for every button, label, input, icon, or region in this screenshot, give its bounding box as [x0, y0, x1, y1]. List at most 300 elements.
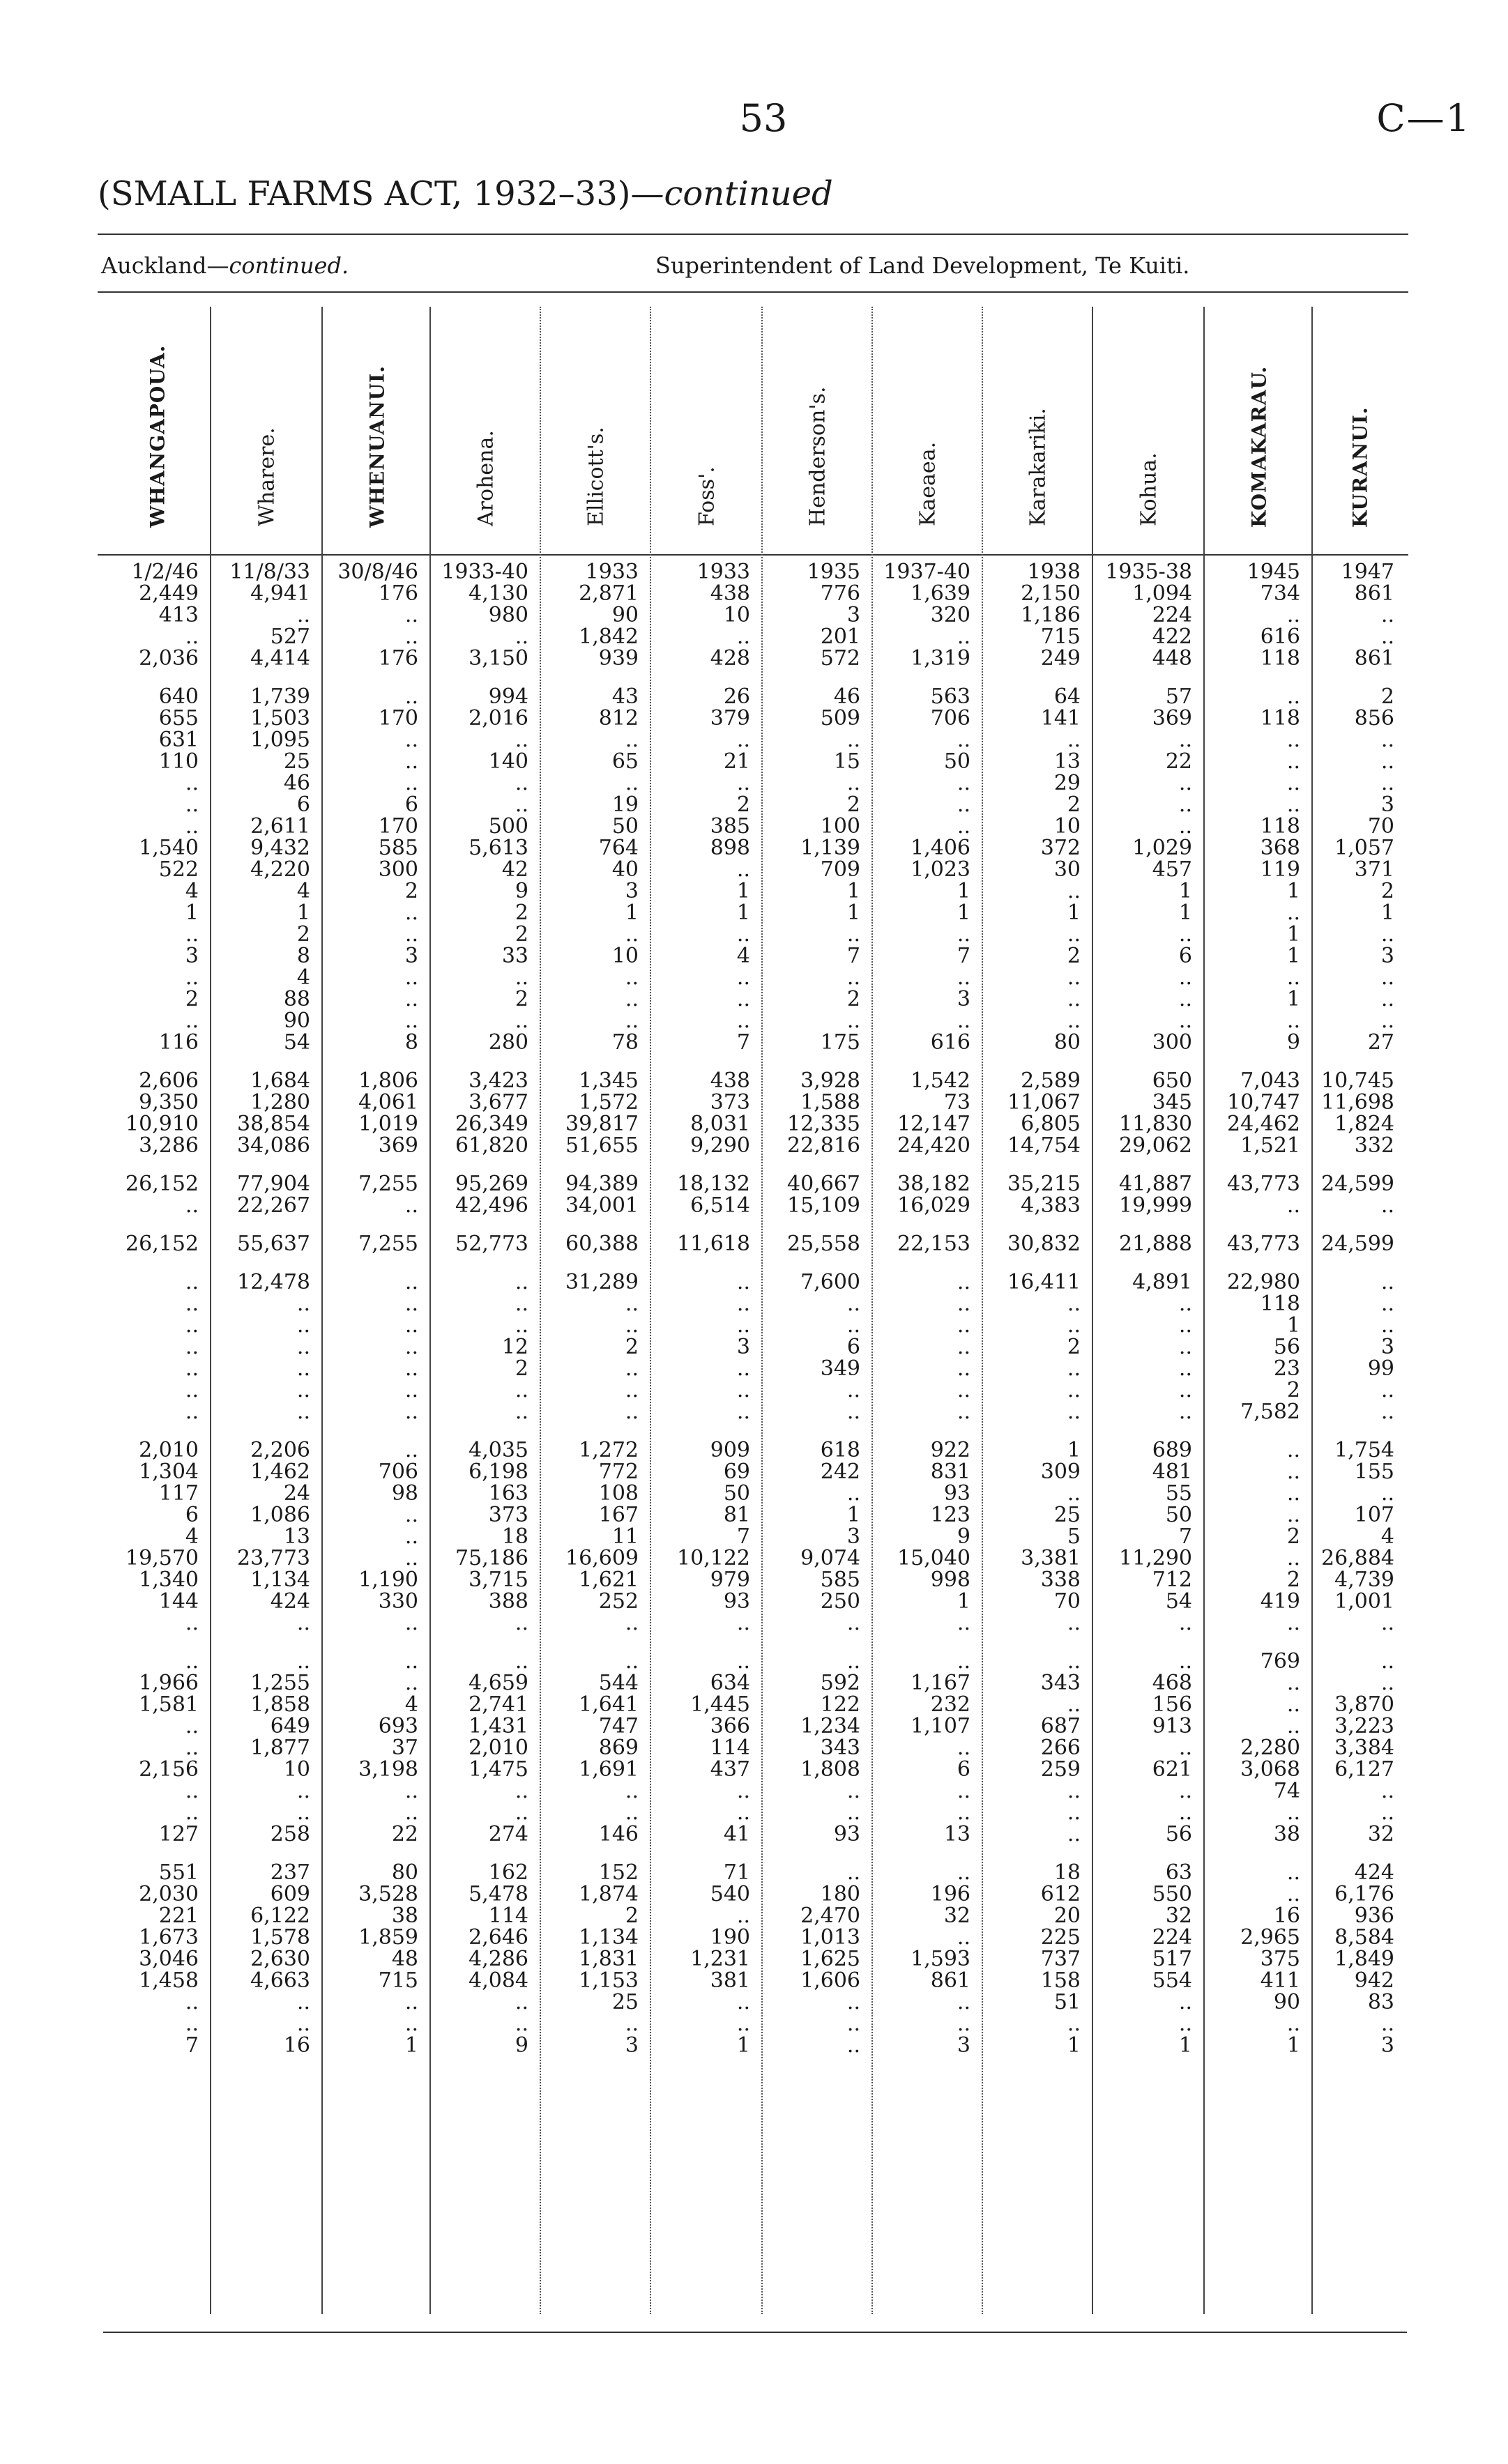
table-cell: ..: [736, 859, 750, 880]
table-cell: 7,255: [358, 1233, 418, 1255]
table-cell: 98: [391, 1483, 418, 1504]
table-cell: ..: [515, 1612, 528, 1634]
table-cell: 3,528: [358, 1883, 418, 1905]
table-cell: 156: [1152, 1694, 1192, 1715]
table-cell: 2: [1380, 686, 1394, 707]
table-cell: ..: [404, 1802, 418, 1823]
table-cell: ..: [515, 794, 528, 816]
table-cell: 42,496: [455, 1195, 528, 1216]
table-cell: 1,280: [250, 1092, 310, 1113]
table-row: [103, 1092, 1407, 1113]
table-cell: 50: [1165, 1504, 1192, 1526]
table-row: [103, 1948, 1407, 1970]
table-cell: ..: [404, 1651, 418, 1672]
table-cell: 141: [1040, 707, 1081, 729]
table-row: [103, 751, 1407, 772]
table-cell: ..: [1286, 1461, 1300, 1483]
table-row: [103, 1651, 1407, 1672]
table-cell: 43,773: [1227, 1173, 1300, 1195]
table-cell: 3: [1380, 1336, 1394, 1358]
table-cell: 1,107: [911, 1715, 970, 1737]
table-cell: ..: [736, 1315, 750, 1336]
table-cell: 1: [1067, 902, 1081, 924]
table-cell: 9: [1286, 1032, 1300, 1053]
table-cell: ..: [846, 2035, 860, 2056]
table-cell: 3,423: [469, 1070, 528, 1092]
table-cell: ..: [404, 1195, 418, 1216]
table-cell: 2: [515, 988, 528, 1010]
table-cell: 4,220: [250, 859, 310, 880]
table-cell: 1,521: [1240, 1135, 1300, 1156]
table-cell: ..: [846, 1379, 860, 1401]
table-cell: 3,384: [1334, 1737, 1394, 1759]
table-cell: 9,290: [690, 1135, 750, 1156]
table-cell: 3,381: [1021, 1547, 1081, 1569]
table-cell: 349: [820, 1358, 860, 1379]
table-cell: 3: [404, 945, 418, 967]
table-cell: 689: [1152, 1439, 1192, 1461]
table-cell: ..: [736, 1379, 750, 1401]
table-cell: 1,019: [358, 1113, 418, 1135]
table-cell: 1: [736, 902, 750, 924]
table-cell: 2,965: [1240, 1927, 1300, 1948]
table-cell: 2: [185, 988, 199, 1010]
table-cell: ..: [1178, 988, 1192, 1010]
row-group: [103, 1439, 1407, 1634]
table-cell: ..: [404, 1401, 418, 1423]
table-row: [103, 1173, 1407, 1195]
table-cell: 1933-40: [441, 561, 528, 583]
table-row: [103, 945, 1407, 967]
table-cell: 706: [378, 1461, 418, 1483]
table-cell: 338: [1040, 1569, 1081, 1591]
table-cell: 1: [625, 902, 639, 924]
table-cell: 1935: [807, 561, 860, 583]
table-cell: 146: [598, 1823, 639, 1845]
table-cell: 9: [515, 880, 528, 902]
table-cell: 16,609: [565, 1547, 639, 1569]
table-cell: ..: [736, 1010, 750, 1032]
table-cell: 4: [185, 1526, 199, 1547]
table-row: [103, 1780, 1407, 1802]
table-cell: 1,808: [800, 1759, 860, 1780]
table-cell: ..: [185, 1315, 199, 1336]
table-cell: 22,267: [237, 1195, 310, 1216]
table-cell: ..: [515, 1780, 528, 1802]
table-cell: ..: [736, 988, 750, 1010]
table-cell: 38: [1273, 1823, 1300, 1845]
table-cell: 1: [404, 2035, 418, 2056]
table-row: [103, 1905, 1407, 1927]
table-cell: 3: [185, 945, 199, 967]
table-cell: 856: [1354, 707, 1394, 729]
table-cell: 2,280: [1240, 1737, 1300, 1759]
table-cell: 75,186: [455, 1547, 528, 1569]
table-cell: 616: [1260, 626, 1300, 648]
table-cell: 2: [515, 1358, 528, 1379]
table-cell: 1,139: [800, 837, 860, 859]
table-cell: 26,152: [125, 1233, 199, 1255]
table-cell: 13: [943, 1823, 970, 1845]
table-cell: 1,340: [139, 1569, 199, 1591]
table-cell: 24,462: [1227, 1113, 1300, 1135]
table-cell: ..: [515, 1802, 528, 1823]
table-cell: 3: [846, 604, 860, 626]
table-cell: 616: [930, 1032, 970, 1053]
column-header-label: WHANGAPOUA.: [146, 344, 169, 528]
table-cell: ..: [1286, 2013, 1300, 2035]
table-cell: 649: [270, 1715, 310, 1737]
table-cell: 52,773: [455, 1233, 528, 1255]
table-cell: 43: [611, 686, 639, 707]
row-group: [103, 1233, 1407, 1255]
district-right: Superintendent of Land Development, Te Kuiti.: [655, 252, 1190, 279]
table-cell: ..: [404, 686, 418, 707]
table-cell: ..: [625, 1293, 639, 1315]
table-cell: 13: [1053, 751, 1081, 772]
table-cell: 2: [1067, 794, 1081, 816]
table-cell: ..: [957, 794, 970, 816]
table-row: [103, 1737, 1407, 1759]
table-cell: 4: [296, 967, 310, 988]
table-cell: 2: [515, 902, 528, 924]
table-cell: 1947: [1341, 561, 1394, 583]
table-cell: 939: [598, 648, 639, 669]
table-cell: 50: [723, 1483, 750, 1504]
table-cell: 18: [501, 1526, 528, 1547]
table-cell: 108: [598, 1483, 639, 1504]
table-row: [103, 1293, 1407, 1315]
table-cell: ..: [404, 902, 418, 924]
table-cell: 16: [1273, 1905, 1300, 1927]
table-row: [103, 924, 1407, 945]
table-cell: 100: [820, 816, 860, 837]
table-row: [103, 626, 1407, 648]
table-cell: 1,167: [911, 1672, 970, 1694]
table-cell: ..: [296, 1379, 310, 1401]
table-cell: ..: [185, 1715, 199, 1737]
table-cell: ..: [296, 1336, 310, 1358]
table-cell: 369: [1152, 707, 1192, 729]
table-cell: ..: [1286, 1195, 1300, 1216]
table-cell: ..: [515, 1651, 528, 1672]
table-cell: 2: [1286, 1569, 1300, 1591]
table-cell: ..: [404, 1547, 418, 1569]
table-cell: ..: [515, 967, 528, 988]
table-cell: 1,503: [250, 707, 310, 729]
table-cell: ..: [404, 772, 418, 794]
table-cell: 7,255: [358, 1173, 418, 1195]
table-row: [103, 1591, 1407, 1612]
table-cell: 1,406: [911, 837, 970, 859]
table-cell: ..: [625, 988, 639, 1010]
table-cell: 1,842: [579, 626, 639, 648]
table-cell: 114: [710, 1737, 750, 1759]
table-cell: 712: [1152, 1569, 1192, 1591]
table-cell: 1,739: [250, 686, 310, 707]
table-cell: 831: [930, 1461, 970, 1483]
table-cell: 242: [820, 1461, 860, 1483]
table-cell: 2,036: [139, 648, 199, 669]
table-cell: ..: [846, 1862, 860, 1883]
table-row: [103, 604, 1407, 626]
table-cell: 2: [404, 880, 418, 902]
table-cell: 1: [736, 2035, 750, 2056]
table-cell: 19,570: [125, 1547, 199, 1569]
table-cell: ..: [1067, 729, 1081, 751]
table-cell: 3,928: [800, 1070, 860, 1092]
table-cell: 368: [1260, 837, 1300, 859]
table-cell: 4,414: [250, 648, 310, 669]
table-cell: 7: [736, 1032, 750, 1053]
table-cell: ..: [736, 1612, 750, 1634]
table-cell: 11,290: [1119, 1547, 1192, 1569]
table-cell: 81: [723, 1504, 750, 1526]
table-cell: 1,858: [250, 1694, 310, 1715]
column-header: [1313, 307, 1407, 551]
table-cell: 31,289: [565, 1271, 639, 1293]
table-cell: 1,572: [579, 1092, 639, 1113]
table-cell: ..: [404, 604, 418, 626]
table-row: [103, 880, 1407, 902]
table-cell: ..: [957, 1780, 970, 1802]
table-cell: 438: [710, 583, 750, 604]
table-cell: 898: [710, 837, 750, 859]
column-header-label: WHENUANUI.: [365, 365, 388, 528]
table-cell: 12,335: [787, 1113, 860, 1135]
table-cell: 163: [488, 1483, 528, 1504]
table-cell: ..: [404, 924, 418, 945]
table-cell: 509: [820, 707, 860, 729]
table-cell: ..: [404, 1780, 418, 1802]
table-cell: 585: [820, 1569, 860, 1591]
table-cell: ..: [1286, 1504, 1300, 1526]
table-cell: ..: [1380, 1293, 1394, 1315]
table-cell: 46: [833, 686, 860, 707]
district-left-name: Auckland—: [101, 252, 229, 279]
table-cell: 1,231: [690, 1948, 750, 1970]
table-cell: 9,350: [139, 1092, 199, 1113]
table-cell: 737: [1040, 1948, 1081, 1970]
table-cell: 2,156: [139, 1759, 199, 1780]
column-header: [103, 307, 211, 551]
table-cell: ..: [1380, 1780, 1394, 1802]
document-reference: C—1: [1376, 96, 1471, 140]
table-cell: ..: [1067, 1401, 1081, 1423]
table-cell: 5: [1067, 1526, 1081, 1547]
table-cell: 8,031: [690, 1113, 750, 1135]
table-cell: 1,581: [139, 1694, 199, 1715]
table-row: [103, 1070, 1407, 1092]
table-cell: 3,223: [1334, 1715, 1394, 1737]
table-cell: 1: [957, 880, 970, 902]
table-cell: 39,817: [565, 1113, 639, 1135]
table-cell: 158: [1040, 1970, 1081, 1991]
table-cell: ..: [1286, 902, 1300, 924]
table-cell: 55: [1165, 1483, 1192, 1504]
table-cell: 19: [611, 794, 639, 816]
table-cell: 428: [710, 648, 750, 669]
table-cell: ..: [404, 751, 418, 772]
table-cell: 22: [1165, 751, 1192, 772]
table-cell: ..: [404, 1271, 418, 1293]
table-cell: 12,147: [897, 1113, 970, 1135]
table-cell: 6: [957, 1759, 970, 1780]
table-cell: ..: [1178, 2013, 1192, 2035]
table-row: [103, 1526, 1407, 1547]
table-cell: 1,134: [250, 1569, 310, 1591]
table-cell: 1,859: [358, 1927, 418, 1948]
table-cell: 1,684: [250, 1070, 310, 1092]
table-cell: ..: [625, 1802, 639, 1823]
table-cell: 1,475: [469, 1759, 528, 1780]
table-cell: 11,067: [1007, 1092, 1081, 1113]
table-cell: ..: [1380, 1672, 1394, 1694]
table-cell: 1,641: [579, 1694, 639, 1715]
table-cell: 861: [1354, 648, 1394, 669]
table-cell: ..: [1286, 967, 1300, 988]
table-cell: ..: [1286, 1439, 1300, 1461]
table-cell: ..: [1286, 1547, 1300, 1569]
column-header-label: KOMAKARAU.: [1247, 365, 1270, 528]
table-cell: 411: [1260, 1970, 1300, 1991]
table-cell: 8: [404, 1032, 418, 1053]
row-group: [103, 1173, 1407, 1216]
table-cell: 6,514: [690, 1195, 750, 1216]
table-cell: ..: [1380, 1315, 1394, 1336]
table-cell: 10,122: [677, 1547, 750, 1569]
table-cell: 540: [710, 1883, 750, 1905]
table-cell: ..: [957, 924, 970, 945]
table-cell: 54: [1165, 1591, 1192, 1612]
table-row: [103, 1113, 1407, 1135]
table-cell: ..: [1286, 1862, 1300, 1883]
table-cell: 80: [391, 1862, 418, 1883]
table-cell: 612: [1040, 1883, 1081, 1905]
table-cell: 266: [1040, 1737, 1081, 1759]
column-header: [1205, 307, 1313, 551]
row-group: [103, 1862, 1407, 2056]
table-row: [103, 859, 1407, 880]
column-header-label: Ellicott's.: [584, 427, 609, 526]
table-cell: 88: [283, 988, 310, 1010]
table-cell: 42: [501, 859, 528, 880]
table-cell: 1,625: [800, 1948, 860, 1970]
column-header-label: Foss'.: [694, 466, 719, 526]
table-cell: 24,599: [1321, 1233, 1394, 1255]
table-cell: 4: [185, 880, 199, 902]
table-cell: 424: [270, 1591, 310, 1612]
table-cell: 585: [378, 837, 418, 859]
table-cell: ..: [736, 626, 750, 648]
table-cell: 1,877: [250, 1737, 310, 1759]
table-cell: 772: [598, 1461, 639, 1483]
table-cell: ..: [185, 1336, 199, 1358]
table-cell: 1,966: [139, 1672, 199, 1694]
table-cell: 2,741: [469, 1694, 528, 1715]
table-cell: ..: [736, 1780, 750, 1802]
table-cell: 14,754: [1007, 1135, 1081, 1156]
table-cell: 300: [1152, 1032, 1192, 1053]
table-cell: 1,431: [469, 1715, 528, 1737]
table-cell: 25: [283, 751, 310, 772]
table-row: [103, 1694, 1407, 1715]
table-cell: 522: [158, 859, 199, 880]
table-cell: 70: [1053, 1591, 1081, 1612]
table-cell: 1,540: [139, 837, 199, 859]
table-cell: 3: [1380, 794, 1394, 816]
table-cell: 6,198: [469, 1461, 528, 1483]
table-cell: ..: [736, 924, 750, 945]
table-cell: ..: [1380, 1802, 1394, 1823]
table-cell: 2: [625, 1905, 639, 1927]
column-header: [1093, 307, 1205, 551]
table-cell: 6,127: [1334, 1759, 1394, 1780]
table-cell: ..: [1178, 1315, 1192, 1336]
table-cell: ..: [515, 2013, 528, 2035]
table-cell: ..: [185, 626, 199, 648]
table-cell: 618: [820, 1439, 860, 1461]
table-cell: ..: [185, 1195, 199, 1216]
table-cell: ..: [1067, 988, 1081, 1010]
table-cell: 90: [1273, 1991, 1300, 2013]
table-cell: ..: [1286, 1883, 1300, 1905]
table-row: [103, 1547, 1407, 1569]
table-cell: ..: [404, 1010, 418, 1032]
table-cell: 3,715: [469, 1569, 528, 1591]
table-cell: 221: [158, 1905, 199, 1927]
table-cell: 1: [846, 880, 860, 902]
table-cell: 93: [723, 1591, 750, 1612]
table-cell: 1,754: [1334, 1439, 1394, 1461]
table-cell: ..: [515, 626, 528, 648]
table-cell: ..: [185, 1780, 199, 1802]
table-cell: ..: [515, 1293, 528, 1315]
table-cell: ..: [1178, 1010, 1192, 1032]
table-cell: ..: [185, 1737, 199, 1759]
table-cell: 280: [488, 1032, 528, 1053]
table-cell: 2,871: [579, 583, 639, 604]
table-cell: 71: [723, 1862, 750, 1883]
table-cell: 225: [1040, 1927, 1081, 1948]
table-cell: 715: [378, 1970, 418, 1991]
table-cell: 909: [710, 1439, 750, 1461]
table-cell: 1: [957, 1591, 970, 1612]
table-cell: 7: [957, 945, 970, 967]
table-cell: ..: [957, 1991, 970, 2013]
table-cell: 3,068: [1240, 1759, 1300, 1780]
table-cell: 979: [710, 1569, 750, 1591]
table-cell: 30,832: [1007, 1233, 1081, 1255]
table-cell: ..: [185, 816, 199, 837]
table-row: [103, 561, 1407, 583]
table-cell: 2: [1286, 1379, 1300, 1401]
table-row: [103, 1271, 1407, 1293]
table-cell: 122: [820, 1694, 860, 1715]
table-cell: 15,040: [897, 1547, 970, 1569]
table-cell: 25,558: [787, 1233, 860, 1255]
table-cell: 11,830: [1119, 1113, 1192, 1135]
table-cell: 4: [296, 880, 310, 902]
table-cell: ..: [1067, 924, 1081, 945]
table-cell: ..: [846, 1293, 860, 1315]
table-cell: 1,673: [139, 1927, 199, 1948]
table-cell: 375: [1260, 1948, 1300, 1970]
footer-rule: [103, 2332, 1407, 2333]
table-cell: 9,074: [800, 1547, 860, 1569]
table-cell: 345: [1152, 1092, 1192, 1113]
table-cell: 5,613: [469, 837, 528, 859]
